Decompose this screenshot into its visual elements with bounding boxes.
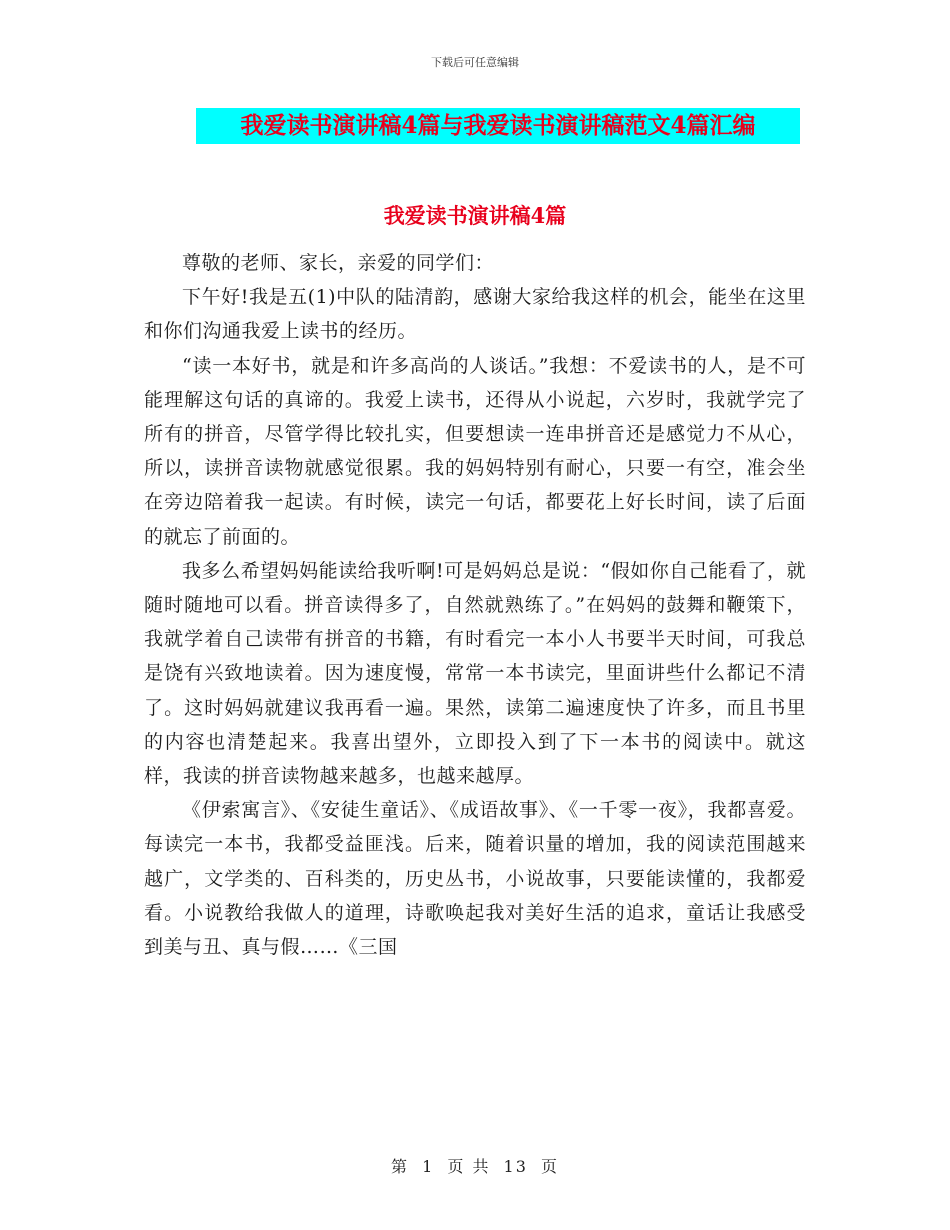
header-note: 下载后可任意编辑 — [431, 56, 519, 69]
document-body — [144, 246, 806, 964]
page-footer — [0, 1154, 950, 1177]
paragraph-salutation: 尊敬的老师、家长，亲爱的同学们： — [182, 252, 495, 274]
paragraph: “读一本好书，就是和许多高尚的人谈话。”我想：不爱读书的人，是不可能理解这句话的真谛的。我爱上读书，还得从小说起，六岁时，我就学完了所有的拼音，尽管学得比较扎实，但要想读一连串拼音还是感觉力不从心，所以，读拼音读物就感觉很累。我的妈妈特别有耐心，只要一有空，准会坐在旁边陪着我一起读。有时候，读完一句话，都要花上好长时间，读了后面的就忘了前面的。 — [144, 354, 806, 548]
footer-suffix: 页 — [541, 1157, 560, 1176]
paragraph: 我多么希望妈妈能读给我听啊!可是妈妈总是说：“假如你自己能看了，就随时随地可以看。拼音读得多了，自然就熟练了。”在妈妈的鼓舞和鞭策下，我就学着自己读带有拼音的书籍，有时看完一本小人书要半天时间，可我总是饶有兴致地读着。因为速度慢，常常一本书读完，里面讲些什么都记不清了。这时妈妈就建议我再看一遍。果然，读第二遍速度快了许多，而且书里的内容也清楚起来。我喜出望外，立即投入到了下一本书的阅读中。就这样，我读的拼音读物越来越多，也越来越厚。 — [144, 559, 806, 788]
paragraph: 《伊索寓言》、《安徒生童话》、《成语故事》、《一千零一夜》，我都喜爱。每读完一本书，我都受益匪浅。后来，随着识量的增加，我的阅读范围越来越广，文学类的、百科类的，历史丛书，小说故事，只要能读懂的，我都爱看。小说教给我做人的道理，诗歌唤起我对美好生活的追求，童话让我感受到美与丑、真与假……《三国 — [144, 799, 806, 959]
section-title: 我爱读书演讲稿4篇 — [383, 203, 567, 228]
document-title: 我爱读书演讲稿4篇与我爱读书演讲稿范文4篇汇编 — [240, 112, 756, 139]
footer-middle: 页 共 — [447, 1157, 491, 1176]
footer-prefix: 第 — [390, 1157, 409, 1176]
paragraph: 下午好!我是五(1)中队的陆清韵，感谢大家给我这样的机会，能坐在这里和你们沟通我爱上读书的经历。 — [144, 286, 806, 343]
page-number: 1 — [422, 1157, 435, 1176]
page-total: 13 — [503, 1157, 528, 1176]
